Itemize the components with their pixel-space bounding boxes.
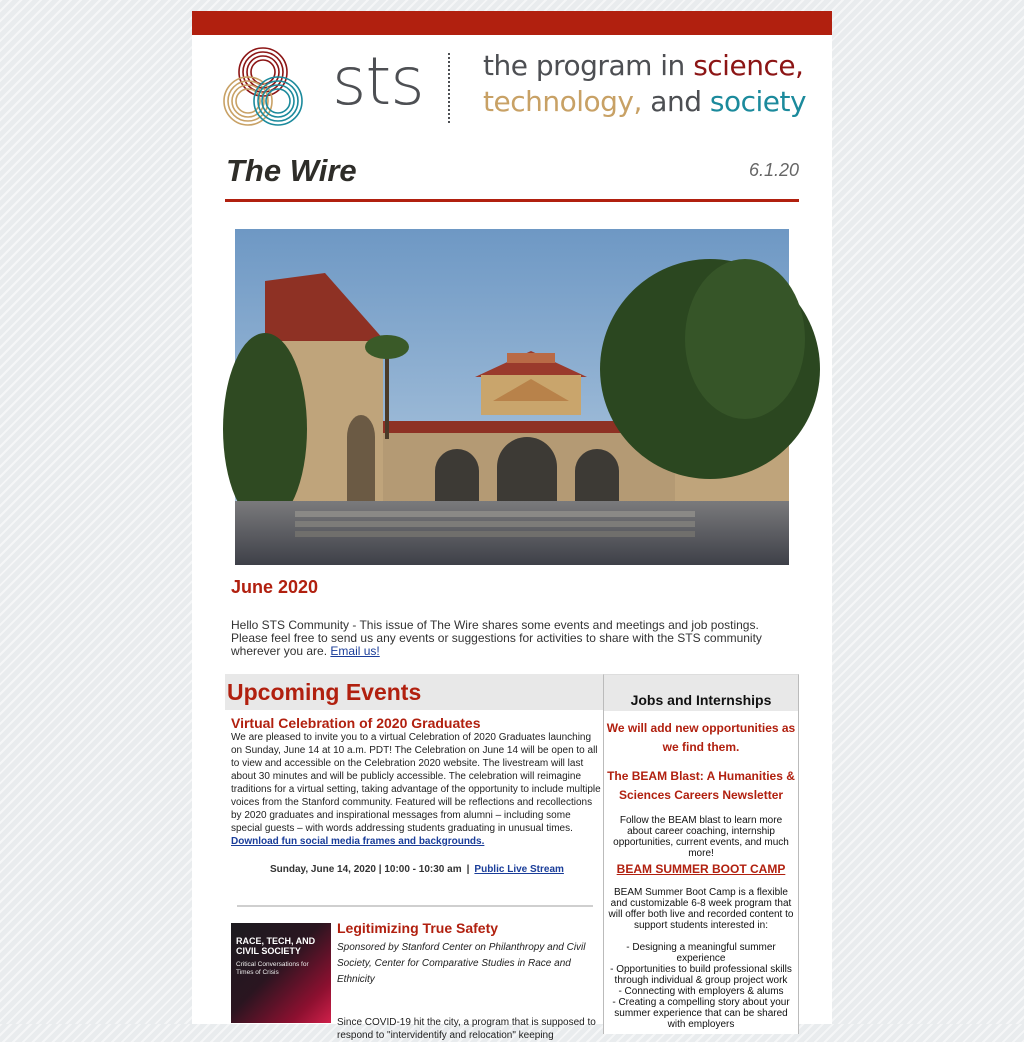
- event-divider: [237, 905, 593, 907]
- logo-dotted-divider: [448, 53, 450, 123]
- hero-campus-photo: [235, 229, 789, 565]
- race-tech-event-image: [231, 923, 331, 1023]
- logo-tagline-line1: [483, 49, 804, 82]
- events-header-band: [225, 674, 603, 710]
- bootcamp-bullet: - Opportunities to build professional skills through individual & group project work: [610, 964, 792, 986]
- beam-blast-description: Follow the BEAM blast to learn more about career coaching, internship opportunities, current events, and much more!: [613, 815, 789, 859]
- bootcamp-bullet: - Creating a compelling story about your summer experience that can be shared with employers: [612, 997, 790, 1030]
- event-sponsor: Sponsored by Stanford Center on Philanthropy and Civil Society, Center for Comparative Studies in Race and Ethnicity: [337, 942, 586, 985]
- title-rule: [225, 199, 799, 202]
- logo-tagline-line2: [483, 85, 807, 118]
- month-heading: June 2020: [231, 577, 319, 597]
- event-title-true-safety: Legitimizing True Safety: [337, 920, 499, 936]
- jobs-column: [603, 674, 799, 1034]
- event-body-celebration: [231, 731, 601, 848]
- logo-tagline-society: society: [709, 85, 807, 118]
- intro-paragraph: [231, 619, 791, 658]
- bootcamp-link-row: [606, 860, 796, 878]
- events-column: [225, 674, 603, 1041]
- email-us-link[interactable]: Email us!: [330, 644, 380, 658]
- download-frames-link[interactable]: Download fun social media frames and backgrounds.: [231, 836, 485, 847]
- jobs-heading: Jobs and Internships: [630, 692, 772, 708]
- event-body-true-safety: Since COVID-19 hit the city, a program that is supposed to respond to "intervidentify and relocation" keeping: [337, 1017, 596, 1041]
- issue-date: 6.1.20: [748, 160, 799, 180]
- event-image-title: RACE, TECH, AND CIVIL SOCIETY: [236, 936, 316, 956]
- event-title-celebration: Virtual Celebration of 2020 Graduates: [231, 715, 481, 731]
- bootcamp-bullet: - Connecting with employers & alums: [618, 986, 784, 997]
- jobs-note: We will add new opportunities as we find them.: [606, 721, 796, 754]
- logo-tagline-part: and: [641, 85, 710, 118]
- event-image-subtitle: Critical Conversations for Times of Crisis: [236, 961, 309, 976]
- bootcamp-bullets: [606, 942, 796, 1030]
- logo-tagline-technology: technology,: [483, 85, 642, 118]
- intro-text: Hello STS Community - This issue of The Wire shares some events and meetings and job postings. Please feel free to send us any events or suggestions for activities to share with the STS community wherever you are.: [231, 618, 762, 658]
- logo-tagline-part: the program in: [483, 49, 694, 82]
- logo-tagline-science: science,: [693, 49, 804, 82]
- event-separator: |: [466, 864, 470, 875]
- top-accent-bar: [192, 11, 832, 35]
- event-datetime-celebration: [270, 864, 564, 875]
- sts-logo-rings-icon: [220, 45, 306, 131]
- beam-blast-title: The BEAM Blast: A Humanities & Sciences Careers Newsletter: [607, 769, 795, 802]
- event-description: We are pleased to invite you to a virtual Celebration of 2020 Graduates launching on Sunday, June 14 at 10 a.m. PDT! The Celebration on June 14 will be open to all to view and accessible on the Celebration 2020 website. The livestream will last about 30 minutes and will be publicly accessible. The celebration will reimagine traditions for a virtual setting, taking advantage of the opportunity to include multiple voices from the Stanford community. Featured will be reflections and recollections by 2020 graduates and inspirational messages from alumni – including some special guests – with words addressing students graduating in unusual times.: [231, 732, 601, 834]
- bootcamp-description: BEAM Summer Boot Camp is a flexible and customizable 6-8 week program that will offer both live and recorded content to support students interested in:: [608, 887, 794, 931]
- event-datetime-text: Sunday, June 14, 2020 | 10:00 - 10:30 am: [270, 864, 462, 875]
- public-live-stream-link[interactable]: Public Live Stream: [474, 864, 564, 875]
- newsletter-title: The Wire: [226, 153, 357, 188]
- beam-boot-camp-link[interactable]: BEAM SUMMER BOOT CAMP: [616, 862, 786, 876]
- logo-wordmark-sts: sts: [332, 43, 424, 120]
- events-heading: Upcoming Events: [227, 679, 422, 705]
- newsletter-container: [192, 11, 832, 1041]
- bootcamp-bullet: - Designing a meaningful summer experience: [626, 942, 776, 964]
